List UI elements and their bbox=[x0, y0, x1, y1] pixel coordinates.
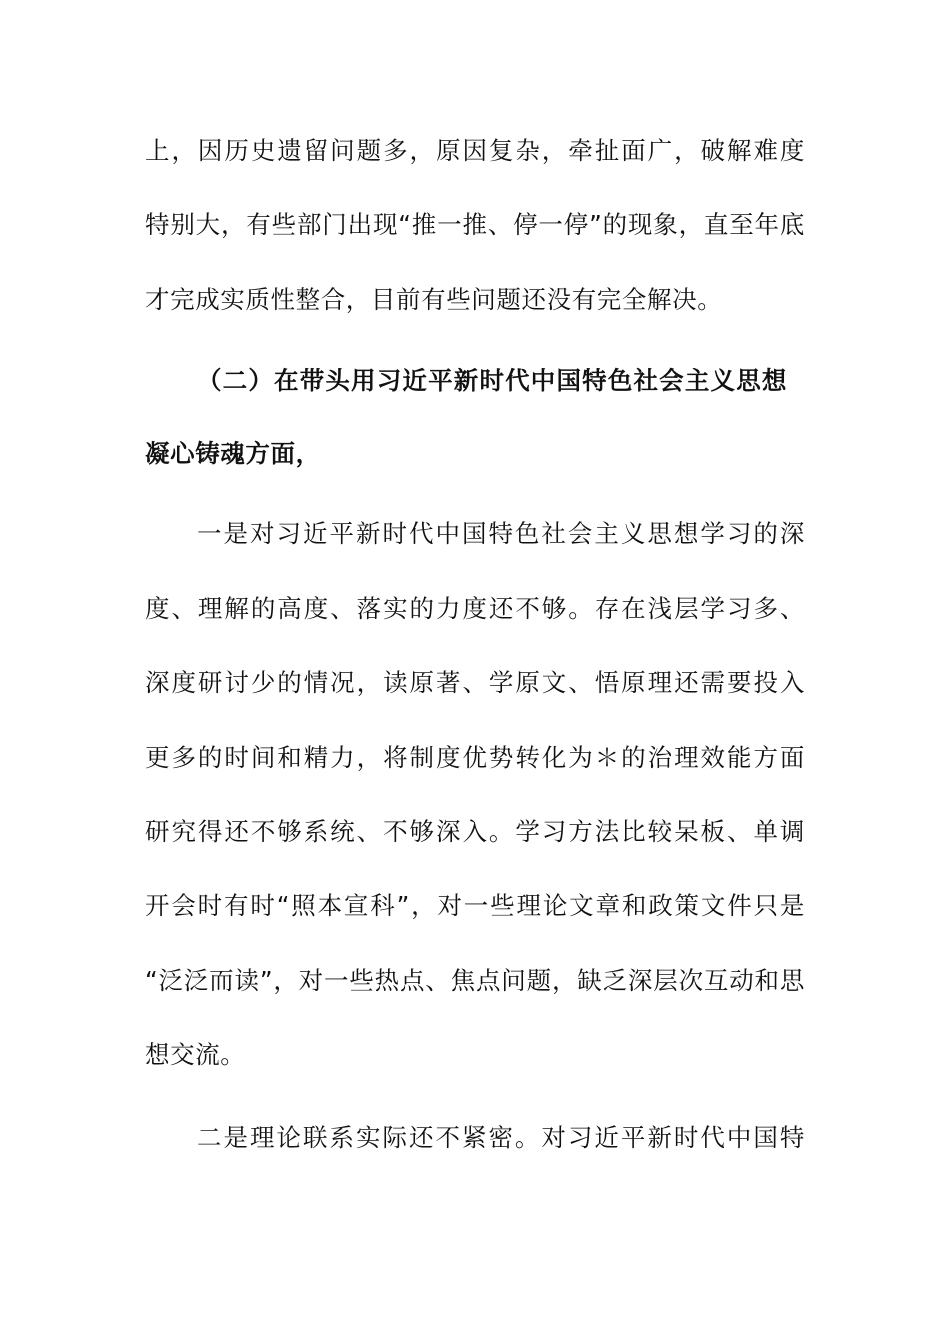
body-text-line: 研究得还不够系统、不够深入。学习方法比较呆板、单调 bbox=[145, 817, 805, 846]
body-text-line: 开会时有时“照本宣科”，对一些理论文章和政策文件只是 bbox=[145, 891, 805, 920]
body-text-line: 想交流。 bbox=[145, 1040, 246, 1069]
section-heading: （二）在带头用习近平新时代中国特色社会主义思想 bbox=[197, 366, 787, 395]
body-text-line: 才完成实质性整合，目前有些问题还没有完全解决。 bbox=[145, 285, 723, 314]
paragraph-first-line: 二是理论联系实际还不紧密。对习近平新时代中国特 bbox=[197, 1123, 805, 1152]
body-text-line: 上，因历史遗留问题多，原因复杂，牵扯面广，破解难度 bbox=[145, 136, 805, 165]
body-text-line: 特别大，有些部门出现“推一推、停一停”的现象，直至年底 bbox=[145, 210, 805, 239]
body-text-line: 深度研讨少的情况，读原著、学原文、悟原理还需要投入 bbox=[145, 668, 805, 697]
body-text-line: “泛泛而读”，对一些热点、焦点问题，缺乏深层次互动和思 bbox=[145, 966, 805, 995]
paragraph-first-line: 一是对习近平新时代中国特色社会主义思想学习的深 bbox=[197, 519, 805, 548]
body-text-line: 度、理解的高度、落实的力度还不够。存在浅层学习多、 bbox=[145, 594, 805, 623]
body-text-line: 更多的时间和精力，将制度优势转化为＊的治理效能方面 bbox=[145, 743, 805, 772]
section-heading-continuation: 凝心铸魂方面， bbox=[145, 439, 321, 468]
